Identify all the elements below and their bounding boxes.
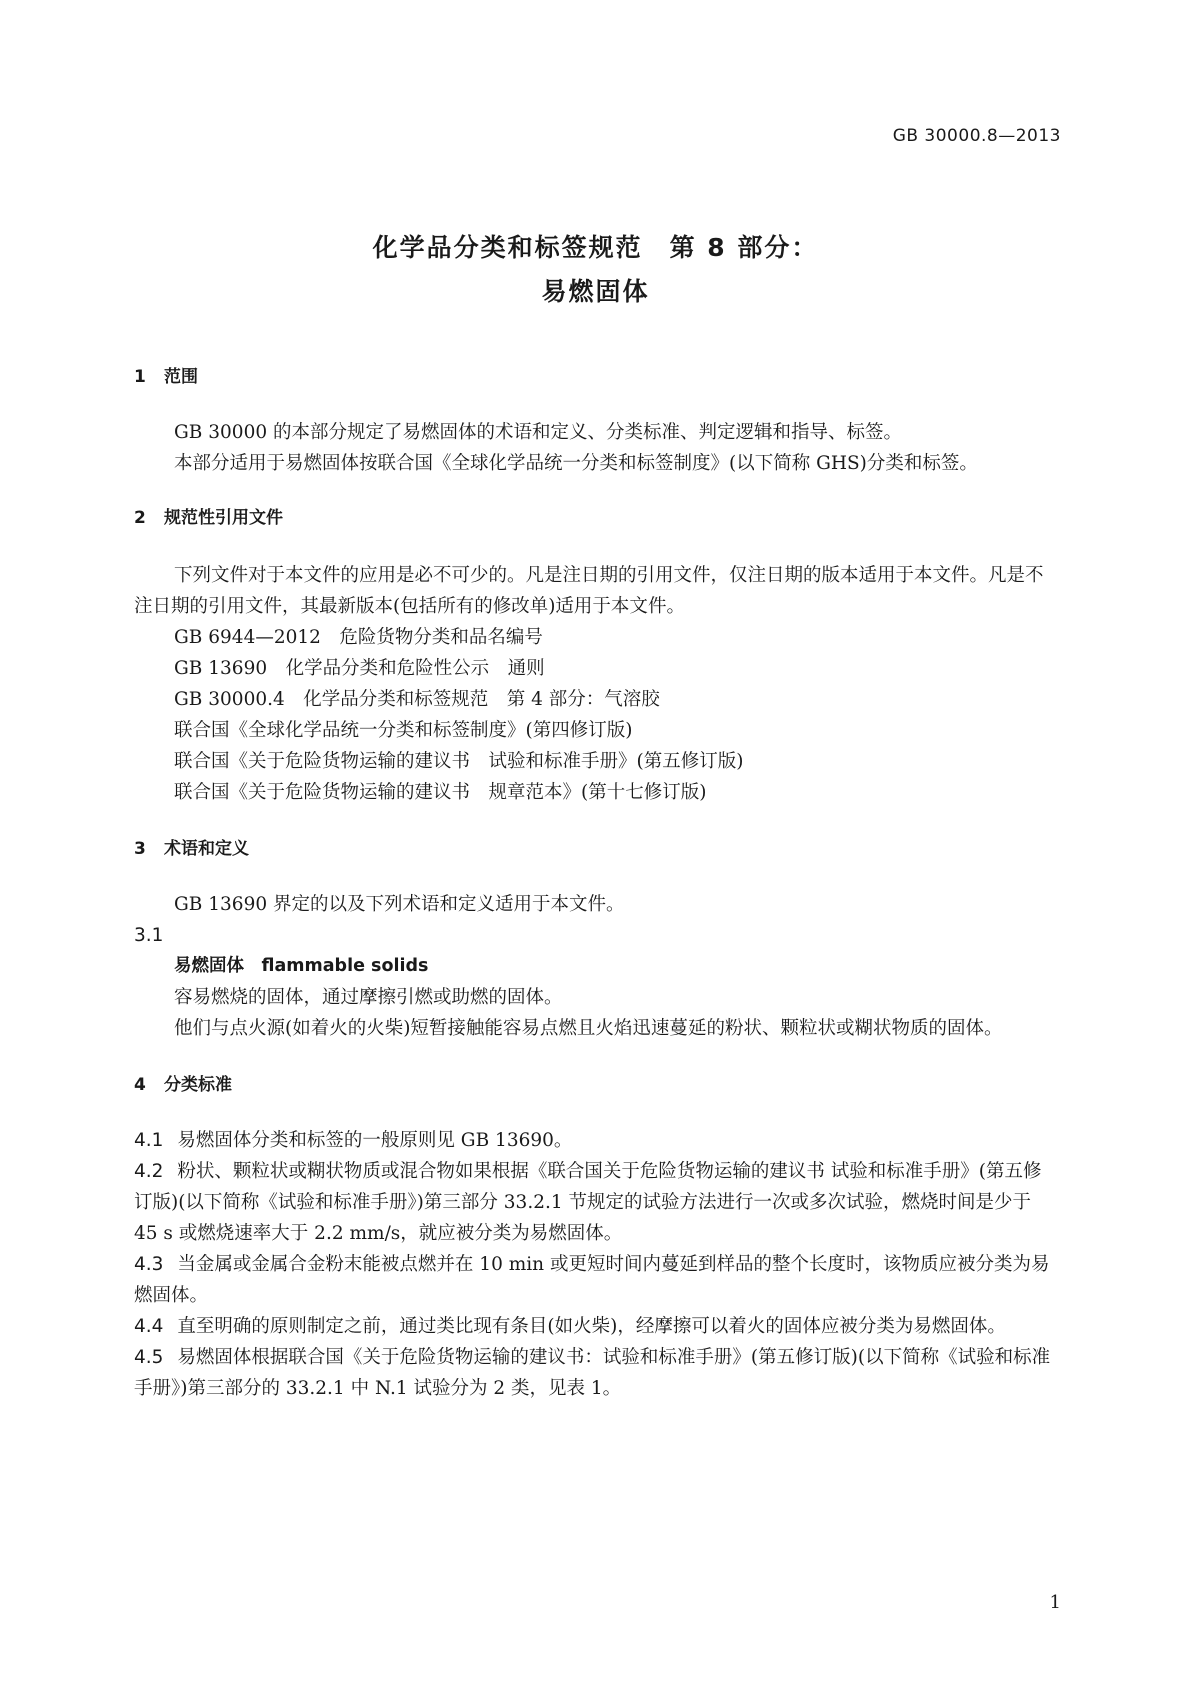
page-number: 1	[1049, 1592, 1061, 1613]
section-3-heading	[134, 834, 1059, 859]
reference-item: GB 13690 化学品分类和危险性公示 通则	[174, 658, 545, 679]
definition: 容易燃烧的固体，通过摩擦引燃或助燃的固体。	[174, 987, 563, 1008]
section-title: 术语和定义	[164, 839, 249, 859]
reference-item: GB 30000.4 化学品分类和标签规范 第 4 部分：气溶胶	[174, 689, 660, 710]
reference-item: 联合国《全球化学品统一分类和标签制度》(第四修订版)	[174, 720, 633, 741]
paragraph: GB 13690 界定的以及下列术语和定义适用于本文件。	[174, 894, 625, 915]
section-title: 分类标准	[164, 1075, 232, 1095]
clause-4-2: 4.2 粉状、颗粒状或糊状物质或混合物如果根据《联合国关于危险货物运输的建议书 试验和标准手册》(第五修订版)(以下简称《试验和标准手册》)第三部分 33.2.1 节规定的试验方法进行一次或多次试验，燃烧时间是少于 45 s 或燃烧速率大于 2.2 mm/s，就应被分类为易燃固体。	[134, 1161, 1042, 1244]
section-title: 范围	[164, 367, 198, 387]
clause-4-1: 4.1 易燃固体分类和标签的一般原则见 GB 13690。	[134, 1130, 573, 1151]
document-body	[134, 362, 1059, 1404]
title-line-1: 化学品分类和标签规范 第 8 部分：	[372, 233, 819, 262]
paragraph: 下列文件对于本文件的应用是必不可少的。凡是注日期的引用文件，仅注日期的版本适用于本文件。凡是不注日期的引用文件，其最新版本(包括所有的修改单)适用于本文件。	[134, 565, 1044, 617]
section-1-heading	[134, 362, 1059, 387]
reference-item: 联合国《关于危险货物运输的建议书 规章范本》(第十七修订版)	[174, 782, 707, 803]
clause-4-4: 4.4 直至明确的原则制定之前，通过类比现有条目(如火柴)，经摩擦可以着火的固体应被分类为易燃固体。	[134, 1316, 1006, 1337]
reference-item: GB 6944—2012 危险货物分类和品名编号	[174, 627, 543, 648]
document-code: GB 30000.8—2013	[892, 126, 1061, 146]
clause-4-3: 4.3 当金属或金属合金粉末能被点燃并在 10 min 或更短时间内蔓延到样品的整个长度时，该物质应被分类为易燃固体。	[134, 1254, 1050, 1306]
section-title: 规范性引用文件	[164, 508, 283, 528]
section-4-heading	[134, 1070, 1059, 1095]
section-number: 2	[134, 508, 146, 528]
section-number: 1	[134, 367, 146, 387]
section-number: 3	[134, 839, 146, 859]
term-title: 易燃固体 flammable solids	[174, 956, 429, 976]
clause-4-5: 4.5 易燃固体根据联合国《关于危险货物运输的建议书：试验和标准手册》(第五修订版)(以下简称《试验和标准手册》)第三部分的 33.2.1 中 N.1 试验分为 2 类，见表 1。	[134, 1347, 1051, 1399]
section-2-heading	[134, 503, 1059, 528]
definition-note: 他们与点火源(如着火的火柴)短暂接触能容易点燃且火焰迅速蔓延的粉状、颗粒状或糊状物质的固体。	[174, 1018, 1003, 1039]
title-line-2: 易燃固体	[541, 277, 650, 306]
document-title	[0, 226, 1191, 314]
paragraph: GB 30000 的本部分规定了易燃固体的术语和定义、分类标准、判定逻辑和指导、标签。	[174, 422, 902, 443]
subsection-number: 3.1	[134, 925, 164, 946]
section-number: 4	[134, 1075, 146, 1095]
paragraph: 本部分适用于易燃固体按联合国《全球化学品统一分类和标签制度》(以下简称 GHS)分类和标签。	[174, 453, 978, 474]
reference-item: 联合国《关于危险货物运输的建议书 试验和标准手册》(第五修订版)	[174, 751, 744, 772]
